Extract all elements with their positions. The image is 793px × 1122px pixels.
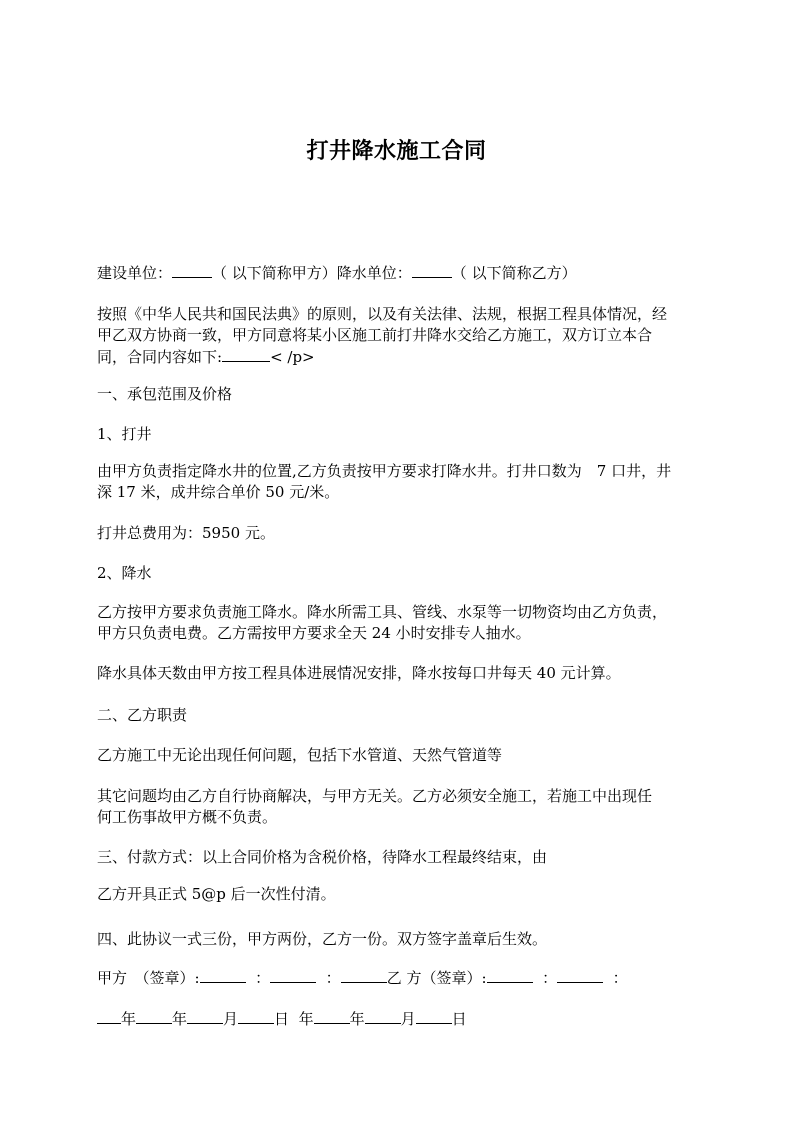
section-3-line-1: 三、付款方式：以上合同价格为含税价格，待降水工程最终结束，由 (97, 848, 548, 866)
intro-line-2: 甲乙双方协商一致，甲方同意将某小区施工前打井降水交给乙方施工，双方订立本合 (97, 326, 653, 344)
colon-4: ： (612, 969, 628, 987)
date-blank-3 (187, 1008, 223, 1024)
section-2-heading: 二、乙方职责 (97, 706, 188, 724)
party-a-blank-2 (270, 967, 316, 983)
colon-2: ： (325, 969, 341, 987)
date-blank-7 (416, 1008, 452, 1024)
party-b-blank-2 (557, 967, 603, 983)
intro-paragraph (97, 304, 709, 368)
party-a-blank-3 (341, 967, 387, 983)
drilling-line-2: 深 17 米，成井综合单价 50 元/米。 (97, 483, 340, 501)
build-unit-blank (172, 262, 212, 278)
party-b-blank-1 (487, 967, 533, 983)
dewater-unit-suffix: （ 以下简称乙方） (451, 264, 577, 282)
year-label-3: 年 (298, 1010, 314, 1028)
drilling-total: 打井总费用为：5950 元。 (97, 524, 275, 542)
year-label-1: 年 (121, 1010, 137, 1028)
subsection-1-heading: 1、打井 (97, 425, 152, 443)
party-b-sign-label: 乙 方（签章）: (386, 969, 487, 987)
party-b-duty-line: 乙方施工中无论出现任何问题，包括下水管道、天然气管道等 (97, 746, 503, 764)
section-3-line-2: 乙方开具正式 5@p 后一次性付清。 (97, 885, 336, 903)
duty-line-1: 其它问题均由乙方自行协商解决，与甲方无关。乙方必须安全施工，若施工中出现任 (97, 787, 653, 805)
party-b-duty-paragraph (97, 786, 709, 828)
drilling-paragraph (97, 461, 709, 503)
dewatering-days: 降水具体天数由甲方按工程具体进展情况安排，降水按每口井每天 40 元计算。 (97, 664, 621, 682)
day-label-1: 日 (274, 1010, 290, 1028)
subsection-2-heading: 2、降水 (97, 564, 152, 582)
section-1-heading: 一、承包范围及价格 (97, 385, 233, 403)
signature-line (97, 967, 737, 989)
year-label-4: 年 (349, 1010, 365, 1028)
dewatering-paragraph (97, 602, 709, 644)
intro-line-3-text: 同，合同内容如下: (97, 348, 223, 366)
page-title: 打井降水施工合同 (306, 139, 487, 164)
build-unit-label: 建设单位： (97, 264, 173, 282)
dewater-unit-blank (412, 262, 452, 278)
year-label-2: 年 (172, 1010, 188, 1028)
intro-line-1: 按照《中华人民共和国民法典》的原则，以及有关法律、法规，根据工程具体情况，经 (97, 305, 668, 323)
date-blank-2 (136, 1008, 172, 1024)
dewatering-line-2: 甲方只负责电费。乙方需按甲方要求全天 24 小时安排专人抽水。 (97, 624, 531, 642)
date-blank-5 (314, 1008, 350, 1024)
colon-1: ： (255, 969, 271, 987)
parties-line (97, 262, 709, 284)
month-label-1: 月 (223, 1010, 239, 1028)
section-4: 四、此协议一式三份，甲方两份，乙方一份。双方签字盖章后生效。 (97, 930, 548, 948)
duty-line-2: 何工伤事故甲方概不负责。 (97, 808, 278, 826)
dewatering-line-1: 乙方按甲方要求负责施工降水。降水所需工具、管线、水泵等一切物资均由乙方负责， (97, 603, 668, 621)
party-a-sign-label: 甲方 （签章）: (97, 969, 200, 987)
date-blank-1 (97, 1008, 121, 1024)
intro-blank (222, 346, 270, 362)
colon-3: ： (542, 969, 558, 987)
build-unit-suffix: （ 以下简称甲方）降水单位： (212, 264, 412, 282)
drilling-line-1: 由甲方负责指定降水井的位置,乙方负责按甲方要求打降水井。打井口数为 7 口井，井 (97, 462, 672, 480)
date-blank-4 (238, 1008, 274, 1024)
date-line (97, 1008, 737, 1030)
date-blank-6 (365, 1008, 401, 1024)
day-label-2: 日 (451, 1010, 467, 1028)
month-label-2: 月 (400, 1010, 416, 1028)
intro-line-3 (97, 346, 709, 368)
party-a-blank-1 (200, 967, 246, 983)
intro-line-3-suffix: < /p> (270, 348, 315, 366)
